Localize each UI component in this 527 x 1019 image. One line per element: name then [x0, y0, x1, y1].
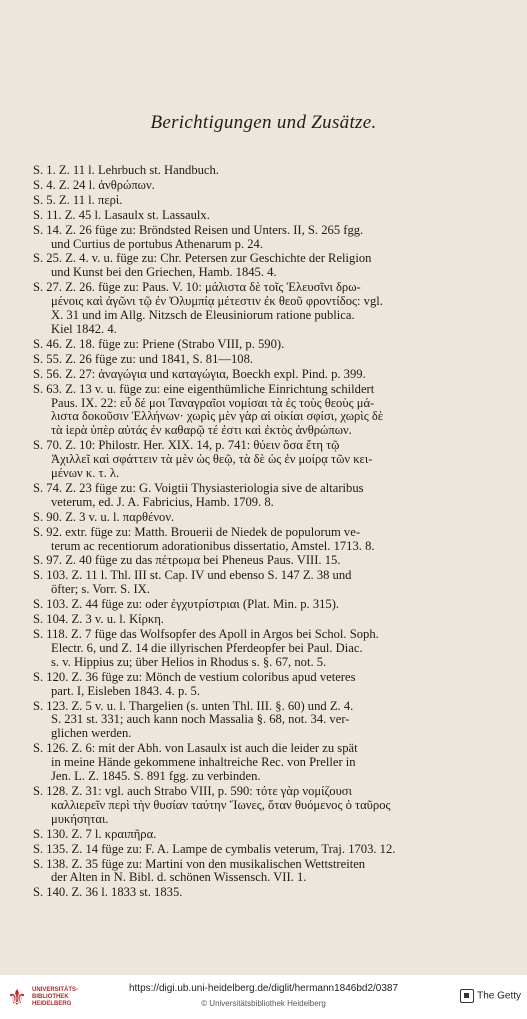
errata-entry: [33, 224, 495, 252]
errata-entry-first-line: S. 104. Z. 3 v. u. l. Κίρκη.: [33, 613, 164, 627]
errata-entry-first-line: S. 74. Z. 23 füge zu: G. Voigtii Thysiasteriologia sive de altaribus: [33, 481, 364, 495]
errata-entry: [33, 843, 495, 857]
errata-entry: [33, 886, 495, 900]
library-seal-icon: ⚜: [7, 985, 27, 1010]
errata-entry-continuation-line: Electr. 6, und Z. 14 die illyrischen Pferdeopfer bei Paul. Diac.: [51, 641, 363, 655]
errata-entry: [33, 828, 495, 842]
errata-entry-first-line: S. 55. Z. 26 füge zu: und 1841, S. 81—108.: [33, 352, 254, 366]
copyright-notice: © Universitätsbibliothek Heidelberg: [201, 999, 326, 1008]
errata-entry-first-line: S. 90. Z. 3 v. u. l. παρθένον.: [33, 510, 175, 524]
getty-logo[interactable]: [460, 987, 521, 1007]
errata-entry-first-line: S. 70. Z. 10: Philostr. Her. XIX. 14, p. 741: θύειν ὅσα ἔτη τῷ: [33, 439, 340, 453]
errata-entry: [33, 554, 495, 568]
errata-entry-continuation-line: glichen werden.: [51, 727, 132, 741]
errata-entry: [33, 383, 495, 439]
errata-entry-first-line: S. 118. Z. 7 füge das Wolfsopfer des Apoll in Argos bei Schol. Soph.: [33, 628, 379, 641]
errata-entry-continuation-line: καλλιερεῖν περὶ τὴν θυσίαν ταύτην Ἴωνες, ὅταν θυόμενος ὁ ταῦρος: [51, 798, 391, 812]
errata-entry-first-line: S. 1. Z. 11 l. Lehrbuch st. Handbuch.: [33, 164, 219, 177]
errata-entry-continuation-line: τὰ ἱερὰ ὑπὲρ αὐτάς ἐν καθαρῷ τέ ἐστι καὶ ἐκτὸς ἀνθρώπων.: [51, 424, 352, 438]
errata-entry-first-line: S. 14. Z. 26 füge zu: Bröndsted Reisen und Unters. II, S. 265 fgg.: [33, 223, 364, 237]
errata-entry-first-line: S. 140. Z. 36 l. 1833 st. 1835.: [33, 886, 183, 900]
errata-entry: [33, 613, 495, 627]
errata-entry-first-line: S. 25. Z. 4. v. u. füge zu: Chr. Petersen zur Geschichte der Religion: [33, 252, 372, 266]
errata-entry-first-line: S. 63. Z. 13 v. u. füge zu: eine eigenthümliche Einrichtung schildert: [33, 382, 375, 396]
getty-label: The Getty: [477, 990, 521, 1002]
errata-entry: [33, 482, 495, 510]
errata-entry: [33, 628, 495, 670]
errata-entry: [33, 209, 495, 223]
errata-entry-first-line: S. 103. Z. 44 füge zu: oder ἐγχυτρίστριαι (Plat. Min. p. 315).: [33, 598, 340, 612]
errata-list: [33, 164, 495, 901]
errata-entry-continuation-line: und Kunst bei den Griechen, Hamb. 1845. 4.: [51, 266, 277, 280]
errata-entry: [33, 671, 495, 699]
errata-entry-first-line: S. 120. Z. 36 füge zu: Mönch de vestium coloribus apud veteres: [33, 670, 356, 684]
library-logo-text: UNIVERSITÄTS- BIBLIOTHEK HEIDELBERG: [32, 987, 79, 1007]
errata-entry-first-line: S. 4. Z. 24 l. ἀνθρώπων.: [33, 178, 155, 192]
errata-entry: [33, 368, 495, 382]
errata-entry: [33, 511, 495, 525]
errata-entry-continuation-line: der Alten in N. Bibl. d. schönen Wissensch. VII. 1.: [51, 871, 307, 885]
errata-entry: [33, 439, 495, 481]
errata-entry-continuation-line: in meine Hände gekommene inhaltreiche Rec. von Preller in: [51, 756, 356, 770]
errata-entry: [33, 598, 495, 612]
errata-entry-first-line: S. 130. Z. 7 l. κραιπῆρα.: [33, 827, 157, 841]
errata-entry-continuation-line: Paus. IX. 22: εὖ δέ μοι Ταναγραῖοι νομίσαι τὰ ἐς τοὺς θεοὺς μά-: [51, 396, 375, 410]
errata-entry: [33, 526, 495, 554]
errata-entry-first-line: S. 126. Z. 6: mit der Abh. von Lasaulx ist auch die leider zu spät: [33, 742, 358, 756]
errata-entry-continuation-line: S. 231 st. 331; auch kann noch Massalia §. 68, not. 34. ver-: [51, 713, 350, 727]
errata-entry-first-line: S. 123. Z. 5 v. u. l. Thargelien (s. unten Thl. III. §. 60) und Z. 4.: [33, 699, 354, 713]
errata-entry: [33, 785, 495, 827]
errata-entry-continuation-line: s. v. Hippius zu; über Helios in Rhodus s. §. 67, not. 5.: [51, 655, 327, 669]
errata-entry-continuation-line: Ἀχιλλεῖ καὶ σφάττειν τὰ μὲν ὡς θεῷ, τὰ δὲ ὡς ἐν μοίρᾳ τῶν κει-: [51, 453, 373, 467]
getty-mark-icon: [460, 989, 474, 1003]
errata-entry-first-line: S. 103. Z. 11 l. Thl. III st. Cap. IV und ebenso S. 147 Z. 38 und: [33, 569, 352, 583]
errata-entry-first-line: S. 92. extr. füge zu: Matth. Brouerii de Niedek de populorum ve-: [33, 525, 361, 539]
errata-entry-first-line: S. 128. Z. 31: vgl. auch Strabo VIII, p. 590: τότε γὰρ νομίζουσι: [33, 784, 352, 798]
errata-entry: [33, 281, 495, 337]
errata-entry-first-line: S. 97. Z. 40 füge zu das πέτρωμα bei Pheneus Paus. VIII. 15.: [33, 554, 341, 568]
errata-entry-continuation-line: X. 31 und im Allg. Nitzsch de Eleusiniorum ratione publica.: [51, 309, 355, 323]
errata-entry: [33, 858, 495, 886]
errata-entry-first-line: S. 135. Z. 14 füge zu: F. A. Lampe de cymbalis veterum, Traj. 1703. 12.: [33, 842, 396, 856]
page-title: Berichtigungen und Zusätze.: [150, 112, 377, 133]
errata-entry-continuation-line: part. I, Eisleben 1843. 4. p. 5.: [51, 684, 200, 698]
errata-entry-continuation-line: terum ac recentiorum adorationibus dissertatio, Amstel. 1713. 8.: [51, 539, 375, 553]
errata-entry-continuation-line: und Curtius de portubus Athenarum p. 24.: [51, 237, 263, 251]
errata-entry-first-line: S. 5. Z. 11 l. περὶ.: [33, 193, 123, 207]
errata-entry: [33, 194, 495, 208]
errata-entry-first-line: S. 56. Z. 27: ἀναγώγια und καταγώγια, Boeckh expl. Pind. p. 399.: [33, 367, 366, 381]
errata-entry-continuation-line: Jen. L. Z. 1845. S. 891 fgg. zu verbinden.: [51, 770, 261, 784]
errata-entry: [33, 179, 495, 193]
errata-entry: [33, 338, 495, 352]
errata-entry-continuation-line: öfter; s. Vorr. S. IX.: [51, 583, 150, 597]
errata-entry: [33, 164, 495, 178]
errata-entry: [33, 353, 495, 367]
errata-entry-continuation-line: μένοις καὶ ἀγῶνι τῷ ἐν Ὀλυμπίᾳ μέτεστιν ἐκ θεοῦ φροντίδος: vgl.: [51, 295, 383, 309]
permalink-url[interactable]: https://digi.ub.uni-heidelberg.de/diglit/hermann1846bd2/0387: [128, 983, 399, 994]
errata-entry: [33, 569, 495, 597]
errata-entry-continuation-line: veterum, ed. J. A. Fabricius, Hamb. 1709. 8.: [51, 495, 274, 509]
errata-entry: [33, 252, 495, 280]
errata-entry: [33, 742, 495, 784]
errata-entry-first-line: S. 138. Z. 35 füge zu: Martini von den musikalischen Wettstreiten: [33, 857, 366, 871]
errata-entry-continuation-line: μένων κ. τ. λ.: [51, 467, 120, 481]
errata-entry-continuation-line: μυκήσηται.: [51, 812, 109, 826]
errata-entry-continuation-line: λιστα δοκοῦσιν Ἑλλήνων· χωρὶς μὲν γὰρ αἱ οἰκίαι σφίσι, χωρὶς δὲ: [51, 410, 384, 424]
errata-entry-first-line: S. 27. Z. 26. füge zu: Paus. V. 10: μάλιστα δὲ τοῖς Ἐλευσῖνι δρω-: [33, 281, 361, 295]
errata-entry: [33, 700, 495, 742]
viewer-footer: [0, 975, 527, 1019]
errata-entry-first-line: S. 11. Z. 45 l. Lasaulx st. Lassaulx.: [33, 208, 210, 222]
errata-entry-continuation-line: Kiel 1842. 4.: [51, 322, 117, 336]
errata-entry-first-line: S. 46. Z. 18. füge zu: Priene (Strabo VIII, p. 590).: [33, 337, 285, 351]
